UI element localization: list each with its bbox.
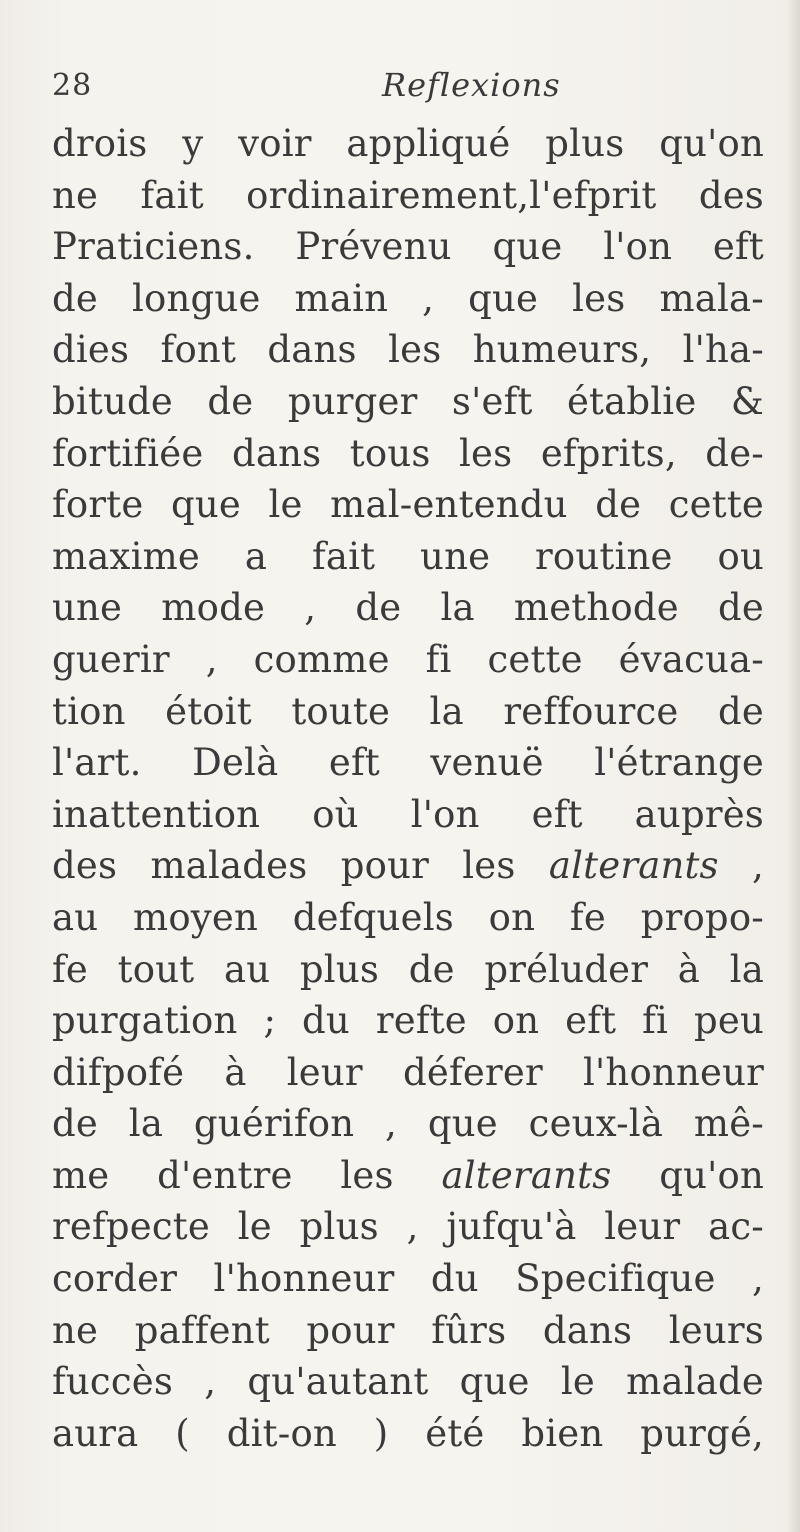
text-segment: dies font dans les humeurs, l'ha-	[52, 328, 764, 372]
text-segment: aura ( dit-on ) été bien purgé,	[52, 1411, 764, 1455]
text-line	[52, 944, 764, 996]
text-line	[52, 170, 764, 222]
text-segment: une mode , de la methode de	[52, 586, 764, 630]
text-segment: de la guérifon , que ceux-là mê-	[52, 1102, 764, 1146]
text-segment: ,	[718, 844, 764, 888]
text-segment: bitude de purger s'eft établie &	[52, 379, 764, 423]
text-segment: qu'on	[611, 1153, 764, 1197]
italic-term: alterants	[441, 1153, 612, 1197]
text-line	[52, 221, 764, 273]
text-line	[52, 1305, 764, 1357]
text-segment: fe tout au plus de préluder à la	[52, 947, 764, 991]
text-segment: de longue main , que les mala-	[52, 276, 764, 320]
text-line	[52, 789, 764, 841]
text-line	[52, 737, 764, 789]
body-text	[52, 118, 764, 1459]
text-line	[52, 840, 764, 892]
text-line	[52, 1201, 764, 1253]
text-segment: purgation ; du refte on eft fi peu	[52, 999, 764, 1043]
text-line	[52, 1150, 764, 1202]
text-segment: drois y voir appliqué plus qu'on	[52, 122, 764, 165]
text-line	[52, 1047, 764, 1099]
text-line	[52, 376, 764, 428]
text-segment: difpofé à leur déferer l'honneur	[52, 1050, 764, 1094]
text-segment: fortifiée dans tous les efprits, de-	[52, 431, 764, 475]
text-line	[52, 995, 764, 1047]
text-segment: forte que le mal-entendu de cette	[52, 483, 764, 527]
text-line	[52, 531, 764, 583]
text-segment: corder l'honneur du Specifique ,	[52, 1257, 764, 1301]
text-line	[52, 479, 764, 531]
text-line	[52, 1356, 764, 1408]
text-segment: me d'entre les	[52, 1153, 442, 1197]
text-segment: l'art. Delà eft venuë l'étrange	[52, 741, 764, 785]
text-line	[52, 634, 764, 686]
text-line	[52, 273, 764, 325]
text-line	[52, 686, 764, 738]
text-segment: refpecte le plus , jufqu'à leur ac-	[52, 1205, 764, 1249]
text-segment: inattention où l'on eft auprès	[52, 792, 764, 836]
text-segment: guerir , comme fi cette évacua-	[52, 637, 764, 681]
italic-term: alterants	[548, 844, 719, 888]
page-number: 28	[52, 68, 93, 103]
text-segment: tion étoit toute la reffource de	[52, 689, 764, 733]
text-segment: Praticiens. Prévenu que l'on eft	[52, 225, 764, 269]
text-line	[52, 892, 764, 944]
text-line	[52, 582, 764, 634]
text-line	[52, 1098, 764, 1150]
text-segment: au moyen defquels on fe propo-	[52, 895, 764, 939]
page-edge-shadow	[786, 0, 800, 1532]
running-head	[52, 68, 752, 112]
text-segment: maxime a fait une routine ou	[52, 534, 764, 578]
text-line	[52, 118, 764, 170]
text-line	[52, 1253, 764, 1305]
text-line	[52, 324, 764, 376]
text-segment: des malades pour les	[52, 844, 549, 888]
text-segment: ne fait ordinairement,l'efprit des	[52, 173, 764, 217]
running-title: Reflexions	[382, 66, 561, 104]
text-segment: ne paffent pour fûrs dans leurs	[52, 1308, 764, 1352]
text-segment: fuccès , qu'autant que le malade	[52, 1360, 764, 1404]
text-line	[52, 1408, 764, 1460]
text-line	[52, 428, 764, 480]
